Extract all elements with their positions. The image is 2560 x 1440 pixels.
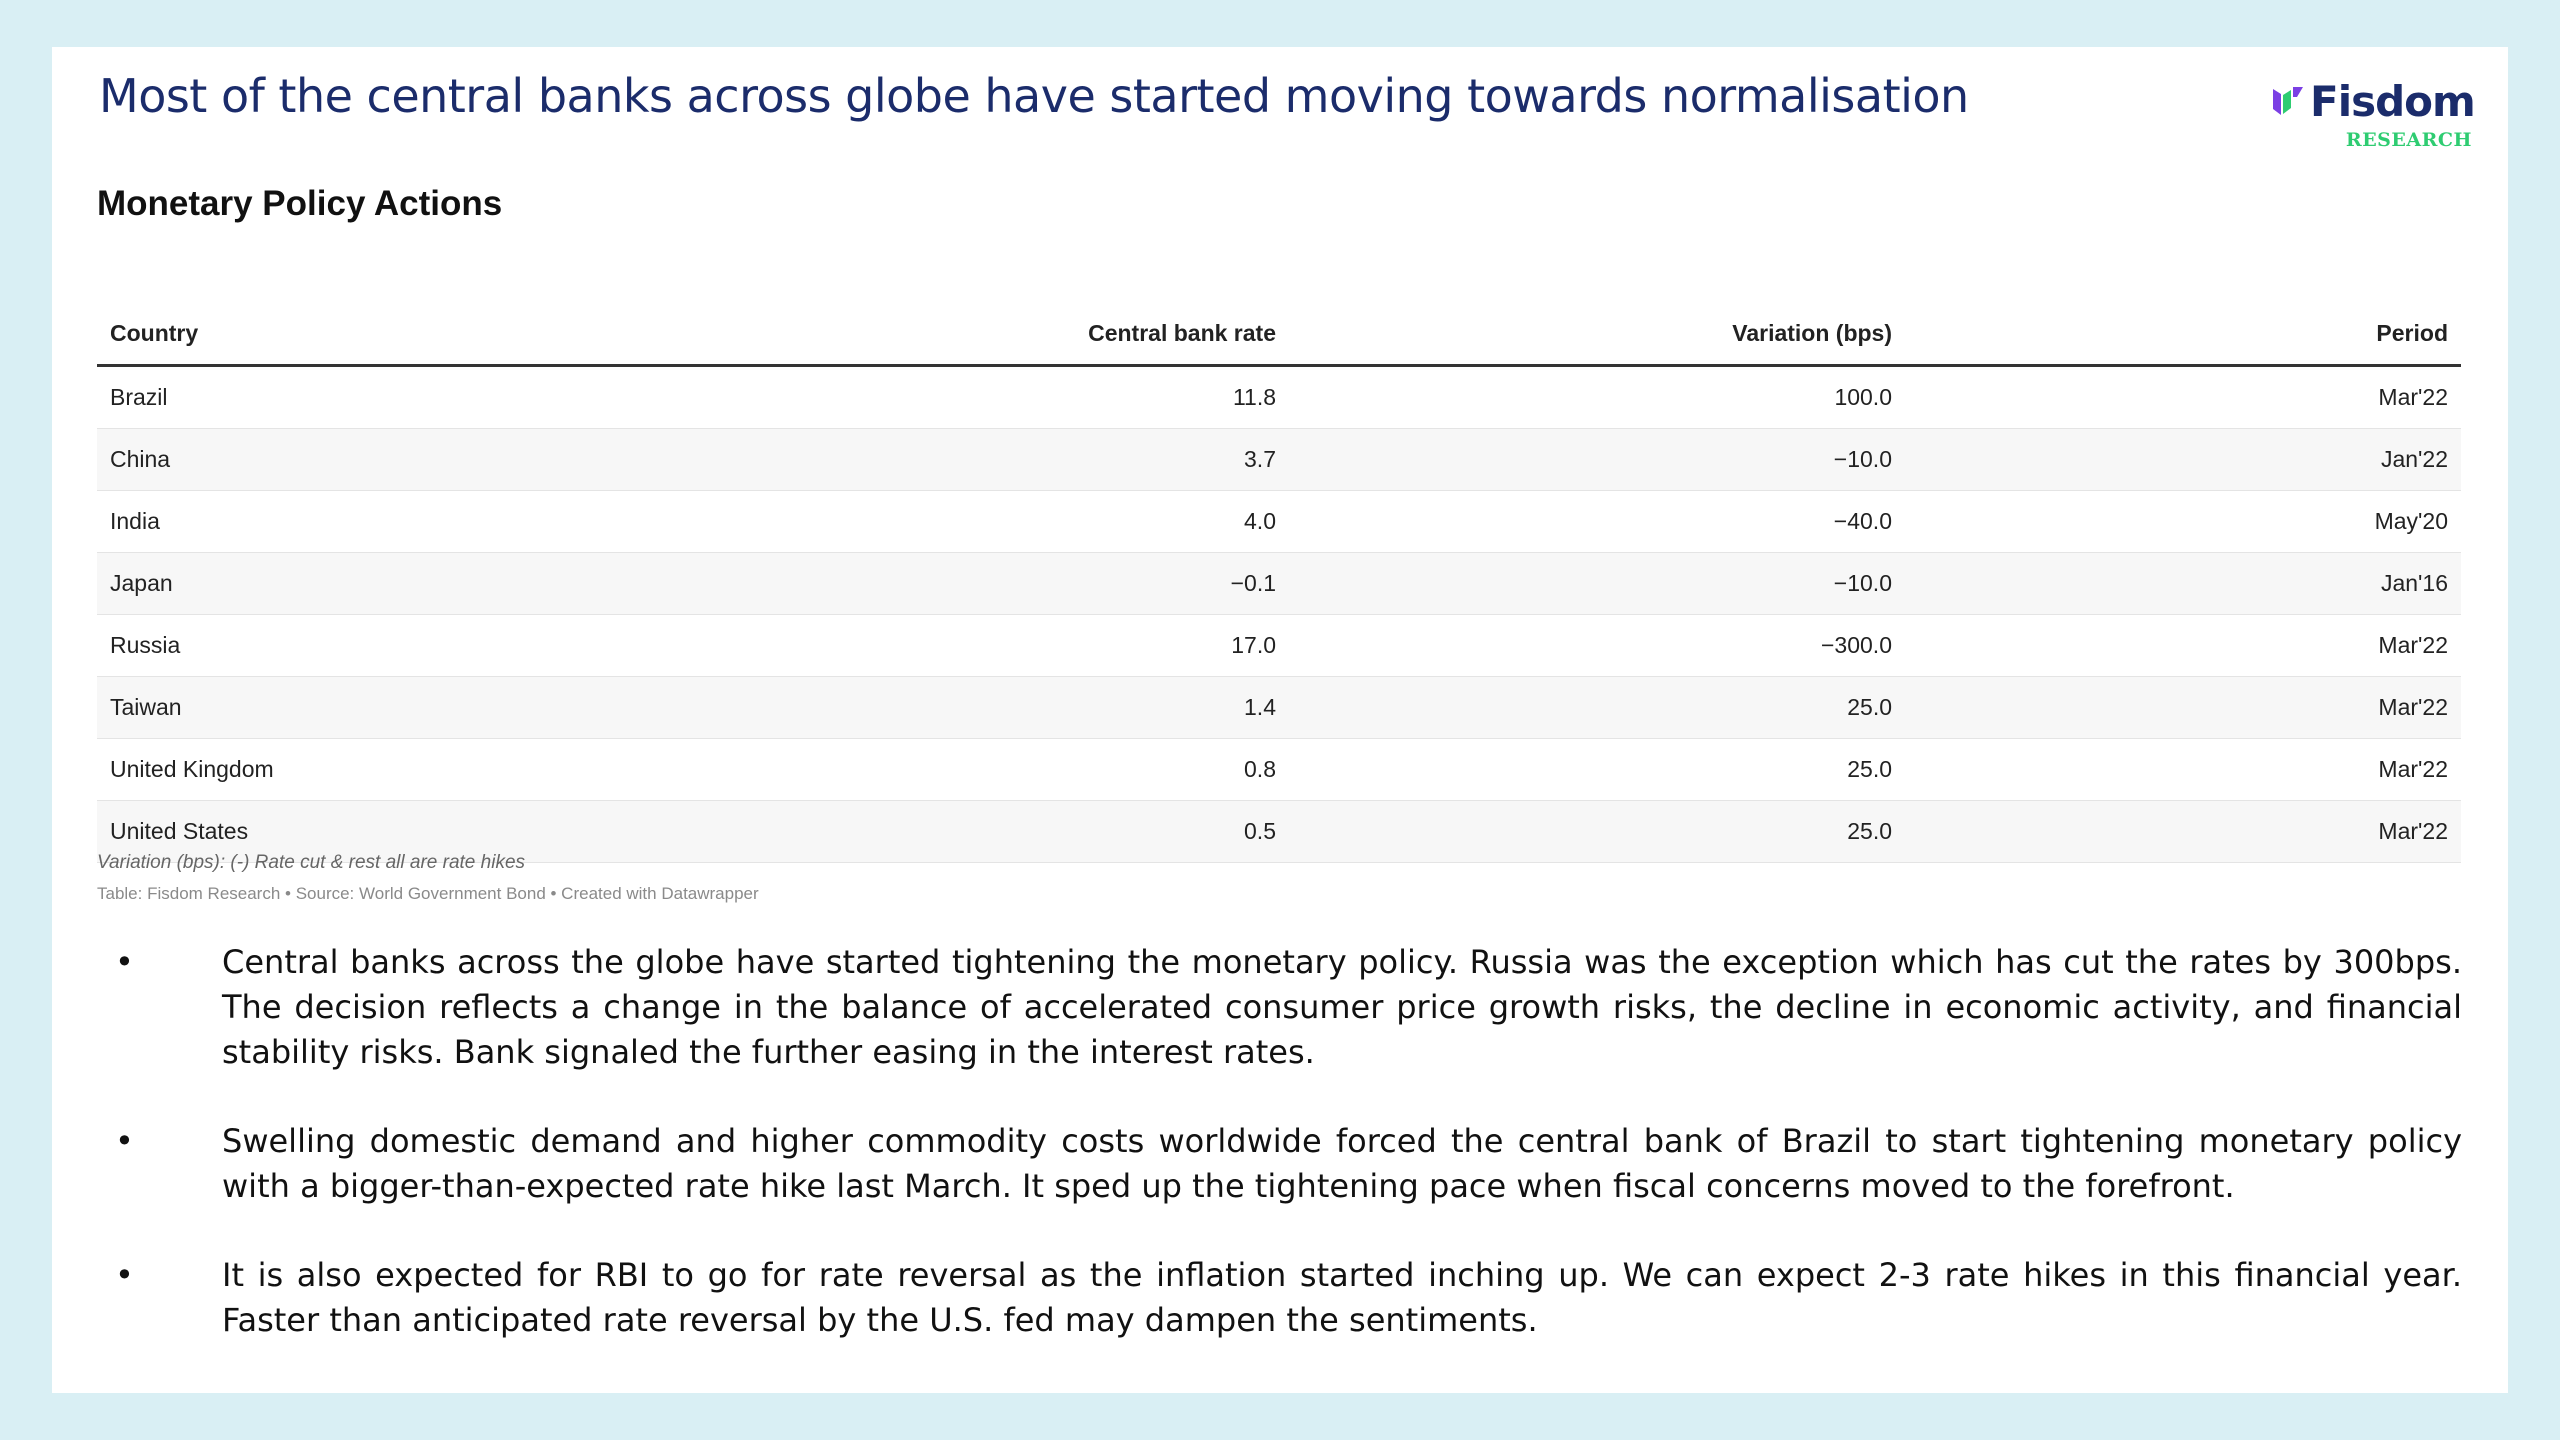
logo-subtitle: RESEARCH [2345,129,2472,151]
table-row [97,491,2461,553]
column-header-variation: Variation (bps) [1289,302,1905,366]
bullet-item [112,1119,2462,1209]
table-row [97,366,2461,429]
cell-rate: 0.5 [683,801,1289,863]
cell-period: May'20 [1905,491,2461,553]
table-row [97,429,2461,491]
bullet-dot-icon: • [115,1256,134,1294]
cell-period: Mar'22 [1905,739,2461,801]
column-header-country: Country [97,302,683,366]
cell-variation: −10.0 [1289,429,1905,491]
bullet-item [112,940,2462,1075]
slide [52,47,2508,1393]
cell-country: China [97,429,683,491]
cell-variation: 25.0 [1289,739,1905,801]
cell-variation: −40.0 [1289,491,1905,553]
cell-country: United States [97,801,683,863]
cell-variation: 100.0 [1289,366,1905,429]
column-header-central-bank-rate: Central bank rate [683,302,1289,366]
cell-country: Russia [97,615,683,677]
cell-rate: 4.0 [683,491,1289,553]
cell-variation: −10.0 [1289,553,1905,615]
cell-period: Mar'22 [1905,366,2461,429]
cell-variation: −300.0 [1289,615,1905,677]
cell-rate: 0.8 [683,739,1289,801]
table-row [97,615,2461,677]
cell-period: Jan'22 [1905,429,2461,491]
table-header-row [97,302,2461,366]
logo-wordmark: Fisdom [2310,77,2475,126]
fisdom-logo-icon [2272,85,2304,117]
cell-variation: 25.0 [1289,677,1905,739]
cell-rate: 3.7 [683,429,1289,491]
table-note: Variation (bps): (-) Rate cut & rest all are rate hikes [97,852,526,873]
cell-period: Mar'22 [1905,677,2461,739]
bullet-list [112,940,2462,1387]
cell-country: Japan [97,553,683,615]
cell-country: Taiwan [97,677,683,739]
bullet-dot-icon: • [115,943,134,981]
bullet-item [112,1253,2462,1343]
cell-country: Brazil [97,366,683,429]
monetary-policy-table [97,302,2461,863]
cell-rate: 17.0 [683,615,1289,677]
page-title: Most of the central banks across globe have started moving towards normalisation [99,69,1969,123]
cell-country: India [97,491,683,553]
cell-period: Mar'22 [1905,801,2461,863]
cell-period: Mar'22 [1905,615,2461,677]
cell-period: Jan'16 [1905,553,2461,615]
table-row [97,739,2461,801]
bullet-dot-icon: • [115,1122,134,1160]
table-row [97,553,2461,615]
bullet-text: Swelling domestic demand and higher commodity costs worldwide forced the central bank of Brazil to start tightening monetary policy with a bigger-than-expected rate hike last March. It sped up the tightening pace when fiscal concerns moved to the forefront. [222,1122,2462,1205]
table-source: Table: Fisdom Research • Source: World Government Bond • Created with Datawrapper [97,884,759,903]
cell-rate: −0.1 [683,553,1289,615]
cell-rate: 11.8 [683,366,1289,429]
cell-country: United Kingdom [97,739,683,801]
table-title: Monetary Policy Actions [97,184,503,223]
column-header-period: Period [1905,302,2461,366]
cell-rate: 1.4 [683,677,1289,739]
bullet-text: Central banks across the globe have started tightening the monetary policy. Russia was the exception which has cut the rates by 300bps. The decision reflects a change in the balance of accelerated consumer price growth risks, the decline in economic activity, and financial stability risks. Bank signaled the further easing in the interest rates. [222,943,2462,1071]
table-row [97,677,2461,739]
cell-variation: 25.0 [1289,801,1905,863]
fisdom-logo [2272,65,2475,155]
bullet-text: It is also expected for RBI to go for rate reversal as the inflation started inching up. We can expect 2-3 rate hikes in this financial year. Faster than anticipated rate reversal by the U.S. fed may dampen the sentiments. [222,1256,2462,1339]
